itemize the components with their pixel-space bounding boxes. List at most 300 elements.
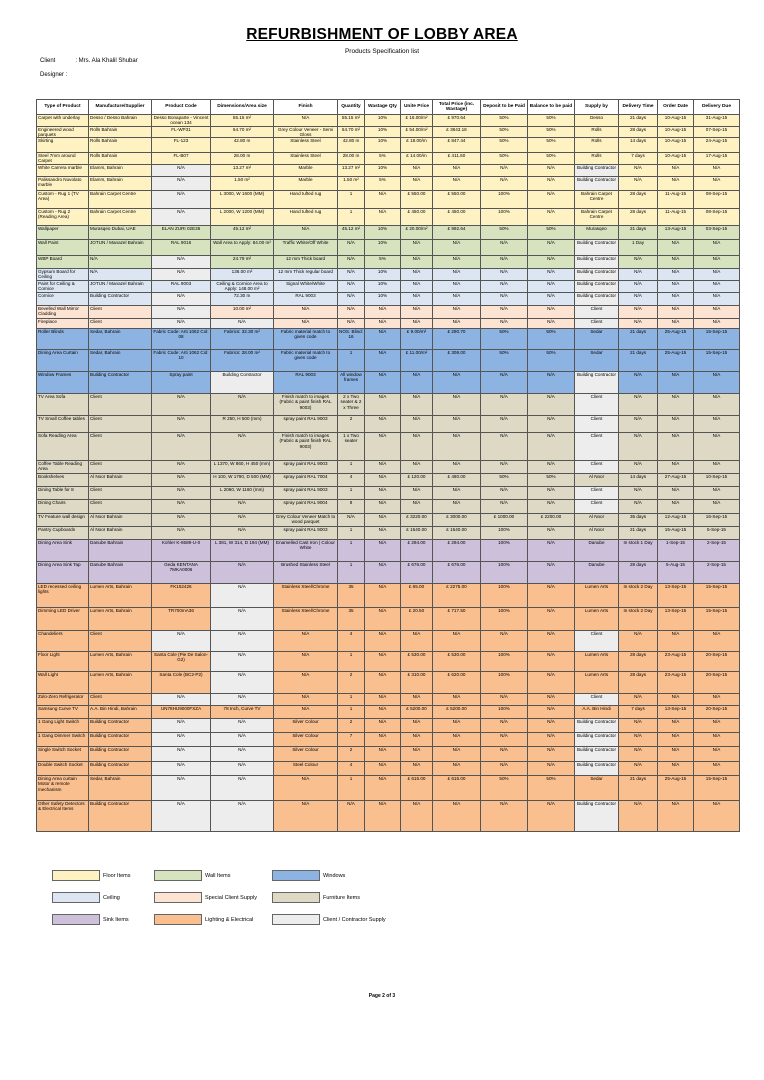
table-cell: Client (89, 631, 152, 652)
table-cell: 100% (481, 540, 528, 562)
table-row (37, 540, 740, 562)
table-cell: Rolls (575, 153, 619, 165)
table-cell: 35 days (619, 514, 658, 527)
table-row (37, 562, 740, 584)
table-cell: 21 days (619, 329, 658, 350)
table-cell: FL-B07 (152, 153, 211, 165)
table-cell: N/A (365, 608, 401, 631)
table-cell: N/A (694, 281, 740, 293)
table-cell: JOTUN / Manazel Bahrain (89, 281, 152, 293)
table-cell: Rolls Bahrain (89, 126, 152, 138)
table-cell: 5% (365, 256, 401, 269)
table-cell: N/A (619, 500, 658, 514)
table-cell: £ 294.00 (433, 540, 481, 562)
table-cell: Sofa Reading Area (37, 433, 89, 461)
table-cell: Double Switch Socket (37, 762, 89, 776)
table-cell: £ 530.00 (433, 652, 481, 672)
table-cell: Lumen Arts, Bahrain (89, 608, 152, 631)
table-cell: 10% (365, 138, 401, 153)
table-cell: 1 (338, 487, 365, 500)
column-header: Unite Price (401, 100, 433, 115)
table-cell: 12 mm Thick regular board (274, 269, 338, 281)
table-cell: 15-Sep-15 (694, 776, 740, 801)
table-cell: Wallpaper (37, 226, 89, 240)
table-cell: N/A (365, 191, 401, 209)
table-cell: Client (575, 461, 619, 474)
table-cell: L 381, W 314, D 194 (MM) (211, 540, 274, 562)
table-cell: N/A (401, 461, 433, 474)
table-cell: 50% (481, 350, 528, 372)
table-cell: N/A (401, 269, 433, 281)
table-cell: N/A (211, 562, 274, 584)
table-cell: N/A (152, 719, 211, 733)
table-cell: UN78HU9000FXZA (152, 706, 211, 719)
table-cell: N/A (481, 177, 528, 191)
legend-swatch (272, 914, 320, 925)
table-cell: N/A (694, 240, 740, 256)
table-cell: N/A (694, 319, 740, 329)
table-cell: N/A (619, 165, 658, 177)
table-cell: N/A (401, 433, 433, 461)
table-cell: N/A (694, 762, 740, 776)
table-cell: N/A (274, 115, 338, 127)
table-cell: N/A (365, 329, 401, 350)
table-cell: £ 615.00 (401, 776, 433, 801)
table-cell: N/A (528, 733, 575, 747)
table-cell: Stainless Steel (274, 138, 338, 153)
table-cell: N/A (152, 319, 211, 329)
table-cell: Floor Light (37, 652, 89, 672)
table-cell: N/A (658, 694, 694, 706)
table-cell: Wall Area to Apply: 84.00 m² (211, 240, 274, 256)
table-cell: Sedar (575, 329, 619, 350)
table-cell: 21 days (619, 776, 658, 801)
table-cell: Bookshelves (37, 474, 89, 487)
table-cell: N/A (365, 652, 401, 672)
table-cell: N/A (694, 416, 740, 433)
table-cell: RAL 9003 (274, 293, 338, 306)
table-cell: 100% (481, 562, 528, 584)
table-cell: N/A (528, 240, 575, 256)
table-cell: Santa Cole (Pie De Salon-G2) (152, 652, 211, 672)
legend-item (154, 892, 257, 903)
table-cell: 100% (481, 652, 528, 672)
legend-item (154, 914, 253, 925)
table-cell: 1 (338, 350, 365, 372)
table-cell: N/A (433, 256, 481, 269)
table-cell: N/A (152, 394, 211, 416)
table-cell: Cornice (37, 293, 89, 306)
table-cell: N/A (658, 461, 694, 474)
table-cell: 23-Aug-15 (658, 672, 694, 694)
table-row (37, 372, 740, 394)
table-cell: Client (89, 394, 152, 416)
table-cell: 10% (365, 126, 401, 138)
table-cell: N/A (433, 500, 481, 514)
table-row (37, 461, 740, 474)
table-row (37, 747, 740, 762)
table-cell: N/A (365, 762, 401, 776)
table-row (37, 719, 740, 733)
table-cell: £ 20.00/m² (401, 226, 433, 240)
table-cell: £ 11.00/m² (401, 350, 433, 372)
table-cell: N/A (528, 540, 575, 562)
table-cell: £ 847.44 (433, 138, 481, 153)
table-cell: N/A (658, 281, 694, 293)
table-row (37, 762, 740, 776)
table-cell: Danube Bahrain (89, 540, 152, 562)
table-cell: 1 (338, 652, 365, 672)
table-cell: N/A (528, 706, 575, 719)
table-cell: 7 (338, 733, 365, 747)
table-cell: 35 (338, 608, 365, 631)
table-cell: 24-Aug-15 (694, 138, 740, 153)
table-cell: 13-Aug-15 (658, 226, 694, 240)
table-cell: N/A (528, 209, 575, 226)
table-cell: 1 (338, 527, 365, 540)
table-cell: N/A (152, 306, 211, 319)
table-cell: 45.12 m² (338, 226, 365, 240)
table-cell: Building Contractor (211, 372, 274, 394)
column-header: Delivery Due (694, 100, 740, 115)
table-row (37, 138, 740, 153)
table-cell: N/A (619, 256, 658, 269)
table-cell: N/A (152, 191, 211, 209)
table-cell: N/A (528, 747, 575, 762)
table-cell: Coffee Table Reading Area (37, 461, 89, 474)
table-cell: Ceiling & Cornice Area to Apply: 148.00 m² (211, 281, 274, 293)
table-cell: 5-Aug-15 (658, 562, 694, 584)
legend-swatch (272, 892, 320, 903)
table-cell: Chandeliers (37, 631, 89, 652)
table-cell: 42.80 m (338, 138, 365, 153)
table-cell: N/A (401, 256, 433, 269)
legend-item (154, 870, 230, 881)
table-cell: N/A (528, 762, 575, 776)
table-cell: RAL 9003 (152, 281, 211, 293)
table-cell: 10% (365, 269, 401, 281)
table-cell: 2 (338, 672, 365, 694)
table-cell: Samsung Curve TV (37, 706, 89, 719)
table-cell: Building Contractor (575, 762, 619, 776)
table-cell: N/A (528, 256, 575, 269)
table-cell: N/A (365, 776, 401, 801)
table-row (37, 269, 740, 281)
table-cell: 1 (338, 706, 365, 719)
table-cell: Building Contractor (89, 762, 152, 776)
table-cell: N/A (694, 372, 740, 394)
table-cell: N/A (433, 733, 481, 747)
table-cell: 1-Sep-15 (658, 540, 694, 562)
table-cell: N/A (481, 694, 528, 706)
table-cell: Dining Chairs (37, 500, 89, 514)
table-cell: N/A (694, 801, 740, 832)
table-cell: N/A (694, 394, 740, 416)
client-label: Client (40, 58, 56, 64)
table-cell: N/A (658, 416, 694, 433)
table-cell: 50% (528, 126, 575, 138)
table-cell: Dining Table for 8 (37, 487, 89, 500)
table-cell: 12 mm Thick board (274, 256, 338, 269)
legend-item (272, 870, 345, 881)
table-cell: N/A (152, 461, 211, 474)
table-cell: N/A (481, 631, 528, 652)
table-row (37, 394, 740, 416)
table-cell: 1 x Two seater (338, 433, 365, 461)
table-cell: Client (89, 500, 152, 514)
table-cell: N/A (619, 372, 658, 394)
table-cell: N/A (433, 319, 481, 329)
table-cell: 25-Aug-15 (658, 329, 694, 350)
table-cell: 13-Sep-15 (658, 706, 694, 719)
table-cell: 50% (528, 776, 575, 801)
table-cell: N/A (481, 500, 528, 514)
table-cell: N/A (481, 256, 528, 269)
legend-item (52, 870, 131, 881)
table-cell: N/A (528, 281, 575, 293)
table-cell: N/A (401, 733, 433, 747)
table-cell: N/A (528, 165, 575, 177)
table-cell: N/A (152, 801, 211, 832)
table-row (37, 293, 740, 306)
table-cell: 10-Aug-15 (658, 153, 694, 165)
table-cell: £ 615.00 (433, 776, 481, 801)
table-cell: N/A (694, 306, 740, 319)
table-cell: N/A (528, 306, 575, 319)
table-cell: spray paint RAL 9003 (274, 416, 338, 433)
table-cell: £ 530.00 (401, 652, 433, 672)
column-header: Finish (274, 100, 338, 115)
table-cell: Elamrs, Bahrain (89, 177, 152, 191)
product-spec-table (36, 99, 740, 832)
table-cell: Custom - Rug 1 (TV Area) (37, 191, 89, 209)
table-cell: N/A (433, 461, 481, 474)
table-cell: Desso Bonaparte - Vincent ocean 134 (152, 115, 211, 127)
table-cell: N/A (658, 762, 694, 776)
table-cell: £ 2200.00 (528, 514, 575, 527)
table-cell: N/A (433, 416, 481, 433)
table-cell: N/A (481, 747, 528, 762)
table-cell: Client (89, 306, 152, 319)
table-cell: 64.70 m² (338, 126, 365, 138)
table-cell: 10-Aug-15 (658, 126, 694, 138)
table-row (37, 165, 740, 177)
table-cell: 100% (481, 584, 528, 608)
table-cell: N/A (481, 306, 528, 319)
table-cell: N/A (152, 269, 211, 281)
table-cell: 5-Sep-15 (694, 527, 740, 540)
table-cell: 15-Sep-15 (694, 584, 740, 608)
table-row (37, 256, 740, 269)
table-cell: 7 days (619, 153, 658, 165)
table-cell: N/A (528, 584, 575, 608)
table-cell: Wall Paint (37, 240, 89, 256)
table-cell: Client (575, 394, 619, 416)
table-cell: N/A (401, 281, 433, 293)
legend-label: Special Client Supply (205, 894, 257, 901)
table-cell: 1 (338, 209, 365, 226)
table-row (37, 801, 740, 832)
table-cell: L 1370, W 860, H 450 (mm) (211, 461, 274, 474)
table-cell: Building Contractor (575, 177, 619, 191)
designer-line (40, 72, 67, 78)
table-cell: N/A (658, 719, 694, 733)
table-cell: JOTUN / Manazel Bahrain (89, 240, 152, 256)
table-cell: N/A (694, 293, 740, 306)
table-cell: Danube (575, 562, 619, 584)
table-cell: N/A (481, 240, 528, 256)
table-cell: Sedar, Bahrain (89, 776, 152, 801)
table-cell: N/A (401, 394, 433, 416)
table-cell: Grey Colour Veneer Match to wood parquet (274, 514, 338, 527)
table-cell: Lumen Arts, Bahrain (89, 652, 152, 672)
table-cell: Client (575, 631, 619, 652)
table-cell: N/A (694, 256, 740, 269)
table-cell: N/A (433, 694, 481, 706)
table-cell: Paint for Ceiling & Cornice (37, 281, 89, 293)
table-cell: Building Contractor (575, 733, 619, 747)
table-cell: Zolo-Zero Refrigerator (37, 694, 89, 706)
table-cell: FK152426 (152, 584, 211, 608)
table-cell: 50% (528, 138, 575, 153)
table-cell: 07-Sep-15 (694, 126, 740, 138)
table-cell: £ 992.64 (433, 226, 481, 240)
table-cell: 12-Aug-15 (658, 514, 694, 527)
table-cell: 17-Aug-15 (694, 153, 740, 165)
table-cell: Building Contractor (575, 269, 619, 281)
table-cell: N/A (211, 719, 274, 733)
table-row (37, 527, 740, 540)
table-cell: Building Contractor (89, 719, 152, 733)
table-cell: FL-123 (152, 138, 211, 153)
table-cell: Carpet with underlay (37, 115, 89, 127)
table-cell: Fabrics: 28.00 m² (211, 350, 274, 372)
table-cell: N/A (211, 394, 274, 416)
table-cell: 25-Aug-15 (658, 776, 694, 801)
table-cell: Sedar (575, 776, 619, 801)
table-cell: N/A (274, 776, 338, 801)
table-cell: 42.80 m (211, 138, 274, 153)
legend-label: Floor Items (103, 872, 131, 879)
table-cell: N/A (481, 801, 528, 832)
column-header: Dimensions/Area size (211, 100, 274, 115)
table-cell: Palissandro Nuvolato marble (37, 177, 89, 191)
table-cell: N/A (619, 733, 658, 747)
table-cell: N/A (658, 269, 694, 281)
table-row (37, 329, 740, 350)
table-cell: Bahrain Carpet Centre (575, 209, 619, 226)
table-header-row (37, 100, 740, 115)
table-cell: N/A (528, 319, 575, 329)
table-cell: 10-Aug-15 (658, 115, 694, 127)
table-cell: Al Noor Bahrain (89, 514, 152, 527)
table-cell: Client (575, 433, 619, 461)
table-cell: 21 days (619, 527, 658, 540)
table-cell: Rolls (575, 126, 619, 138)
table-cell: 21 days (619, 226, 658, 240)
table-cell: N/A (211, 762, 274, 776)
table-row (37, 694, 740, 706)
table-cell: N/A (528, 631, 575, 652)
table-cell: N/A (365, 433, 401, 461)
table-cell: N/A (481, 293, 528, 306)
table-cell: N/A (694, 461, 740, 474)
table-cell: Building Contractor (575, 165, 619, 177)
table-cell: N/A (619, 394, 658, 416)
table-cell: Pantry Cupboards (37, 527, 89, 540)
table-cell: 64.70 m² (211, 126, 274, 138)
table-cell: 55.15 m² (338, 115, 365, 127)
table-row (37, 487, 740, 500)
table-cell: N/A (481, 733, 528, 747)
client-line (40, 58, 138, 64)
table-cell: N/A (694, 165, 740, 177)
table-cell: Client (575, 694, 619, 706)
table-cell: 1 Day (619, 240, 658, 256)
table-cell: N/A (658, 733, 694, 747)
table-cell: 10% (365, 293, 401, 306)
table-row (37, 474, 740, 487)
table-cell: Fabric Code: Arti 1062 Col: 08 (152, 329, 211, 350)
table-cell: L 2000, W 1200 (MM) (211, 209, 274, 226)
document-title: REFURBISHMENT OF LOBBY AREA (246, 26, 518, 43)
legend-swatch (272, 870, 320, 881)
table-cell: N/A (528, 269, 575, 281)
table-cell: Client (575, 487, 619, 500)
table-cell: N/A (433, 240, 481, 256)
table-cell: N/A (338, 293, 365, 306)
table-cell: N/A (274, 652, 338, 672)
table-cell: N/A (658, 801, 694, 832)
table-cell: 28 days (619, 672, 658, 694)
table-cell: Client (89, 487, 152, 500)
table-cell: Hand tufted rug (274, 191, 338, 209)
table-cell: 1 (338, 562, 365, 584)
table-cell: N/A (401, 694, 433, 706)
table-cell: N/A (481, 281, 528, 293)
table-cell: N/A (365, 416, 401, 433)
table-cell: In stock 2 Day (619, 608, 658, 631)
table-cell: Al Noor (575, 514, 619, 527)
table-cell: N/A (433, 165, 481, 177)
table-cell: Bahrain Carpet Centre (89, 209, 152, 226)
table-cell: TV Area Sofa (37, 394, 89, 416)
table-cell: £ 14.00/m (401, 153, 433, 165)
table-cell: 50% (481, 126, 528, 138)
table-cell: 2-Sep-15 (694, 540, 740, 562)
table-cell: Marble (274, 165, 338, 177)
table-cell: Stainless Steel (274, 153, 338, 165)
table-cell: N/A (619, 694, 658, 706)
table-cell: 13-Sep-15 (658, 608, 694, 631)
table-cell: 7 days (619, 706, 658, 719)
table-cell: H 100, W 1790, D 500 (MM) (211, 474, 274, 487)
table-cell: N/A (433, 306, 481, 319)
table-cell: 10% (365, 115, 401, 127)
table-cell: Other Safety Detectors & Electrical Items (37, 801, 89, 832)
designer-label: Designer : (40, 72, 68, 78)
table-cell: N/A (481, 165, 528, 177)
table-cell: 100% (481, 527, 528, 540)
table-cell: 136.00 m² (211, 269, 274, 281)
table-cell: Single Switch Socket (37, 747, 89, 762)
table-cell: 21 days (619, 115, 658, 127)
table-cell: Wall Light (37, 672, 89, 694)
table-cell: N/A (152, 694, 211, 706)
table-cell: 10-Aug-15 (658, 138, 694, 153)
table-cell: 50% (528, 350, 575, 372)
table-cell: Client (575, 500, 619, 514)
